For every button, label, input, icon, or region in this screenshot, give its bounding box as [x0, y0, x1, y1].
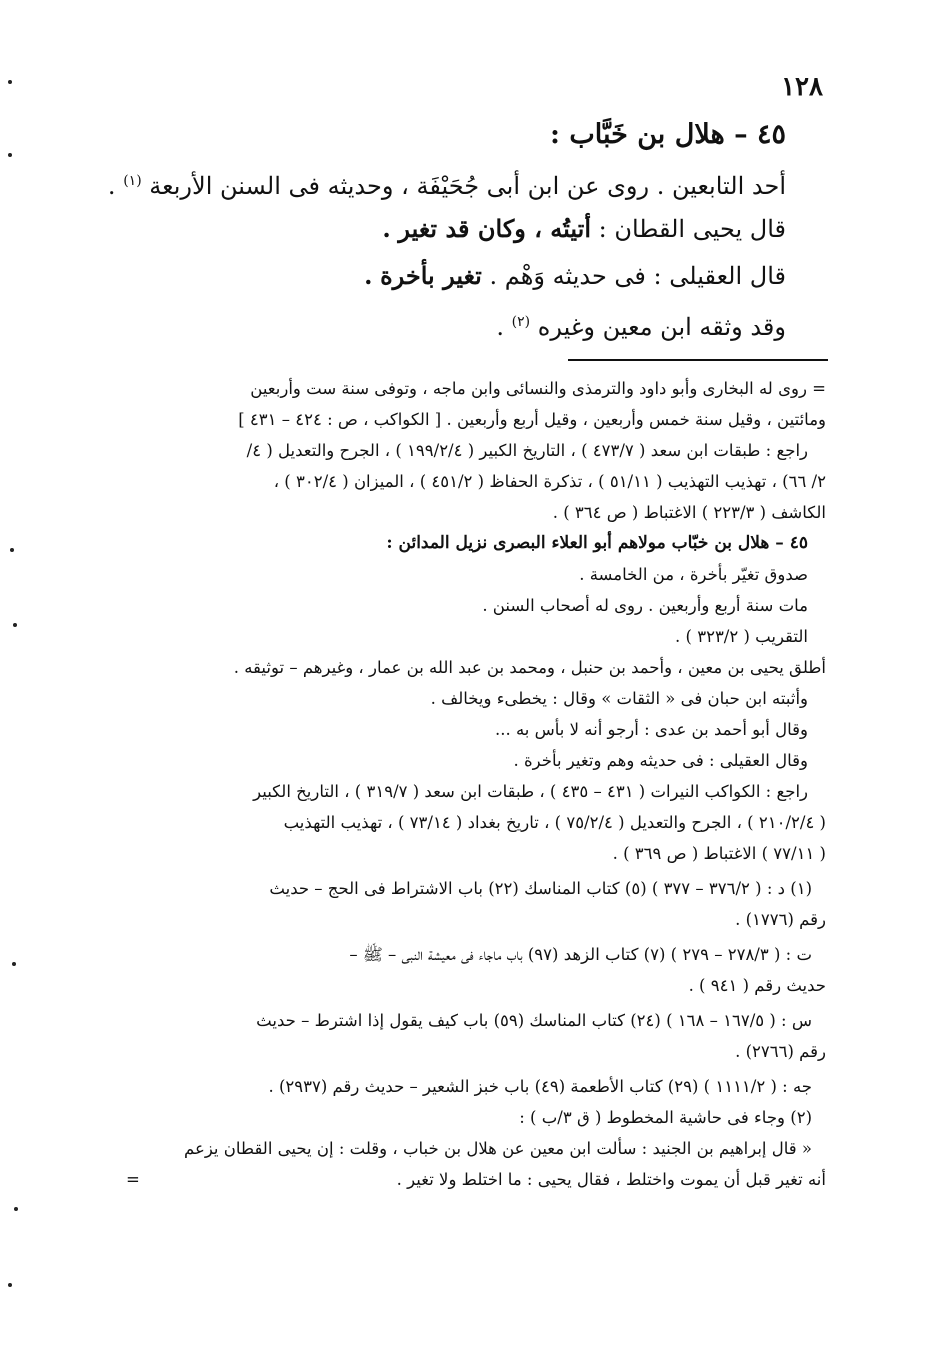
entry-line-1	[107, 158, 786, 205]
entry-line-4	[126, 299, 786, 346]
note-continuation-line: ومائتين ، وقيل سنة خمس وأربعين ، وقيل أربع وأربعين . [ الكواكب ، ص : ٤٢٤ – ٤٣١ ]	[238, 410, 826, 429]
entry-line-3	[126, 252, 786, 299]
margin-dot	[8, 153, 12, 157]
entry-line-text: أحد التابعين . روى عن ابن أبى جُحَيْفَة ، وحديثه فى السنن الأربعة	[149, 172, 786, 200]
footnote-2-line	[126, 1164, 826, 1195]
footnote-1-line: ت : ( ٢٧٨/٣ – ٢٧٩ ) (٧) كتاب الزهد (٩٧) باب ماجاء فى معيشة النبى – ﷺ –	[349, 945, 812, 964]
note-continuation-line: الكاشف ( ٢٢٣/٣ ) الاغتباط ( ص ٣٦٤ ) .	[552, 503, 826, 522]
entry-title: ٤٥ – هلال بن خَبَّاب :	[550, 119, 786, 150]
entry-line-bold: أتيتُه ، وكان قد تغير	[398, 214, 591, 243]
margin-dot	[13, 623, 17, 627]
entry-line-end: .	[382, 214, 391, 243]
footnotes	[126, 373, 826, 1195]
footnote-1-line: س : ( ١٦٧/٥ – ١٦٨ ) (٢٤) كتاب المناسك (٥٩) باب كيف يقول إذا اشترط – حديث	[256, 1011, 812, 1030]
note-entry-line: صدوق تغيّر بأخرة ، من الخامسة .	[579, 565, 808, 584]
note-entry-line: ( ٢١٠/٢/٤ ) ، الجرح والتعديل ( ٧٥/٢/٤ ) ، تاريخ بغداد ( ٧٣/١٤ ) ، تهذيب التهذيب	[283, 813, 826, 832]
note-entry-line: ( ٧٧/١١ ) الاغتباط ( ص ٣٦٩ ) .	[612, 844, 826, 863]
note-entry-line: مات سنة أربع وأربعين . روى له أصحاب السنن .	[482, 596, 808, 615]
footnote-1-line: رقم (١٧٧٦) .	[735, 910, 826, 929]
note-entry-line: التقريب ( ٣٢٣/٢ ) .	[675, 627, 808, 646]
footnote-1-line: جه : ( ١١١١/٢ ) (٢٩) كتاب الأطعمة (٤٩) باب خبز الشعير – حديث رقم (٢٩٣٧) .	[268, 1077, 812, 1096]
footnote-divider	[568, 359, 828, 361]
footnote-1-line: حديث رقم ( ٩٤١ ) .	[688, 976, 826, 995]
entry-line-end: .	[107, 172, 116, 200]
margin-dot	[14, 1207, 18, 1211]
margin-dot	[10, 548, 14, 552]
footnote-2-line: (٢) وجاء فى حاشية المخطوط ( ق ٣/ب ) :	[519, 1108, 812, 1127]
note-entry-line: وأثبته ابن حبان فى « الثقات » وقال : يخطىء ويخالف .	[430, 689, 808, 708]
note-entry-line: وقال أبو أحمد بن عدى : أرجو أنه لا بأس به ...	[494, 720, 808, 739]
continuation-mark: =	[126, 1170, 140, 1189]
margin-dot	[12, 962, 16, 966]
entry-line-text: وقد وثقه ابن معين وغيره	[537, 313, 786, 341]
footnote-ref-1: (١)	[123, 173, 142, 189]
entry-line-bold: تغير بأخرة	[380, 261, 482, 290]
entry-line-text: قال يحيى القطان :	[591, 215, 786, 243]
note-entry-heading: ٤٥ – هلال بن خبّاب مولاهم أبو العلاء البصرى نزيل المدائن :	[386, 533, 808, 553]
entry-line-end: .	[364, 261, 373, 290]
footnote-2-line: « قال إبراهيم بن الجنيد : سألت ابن معين عن هلال بن خباب ، وقلت : إن يحيى القطان يزعم	[184, 1139, 812, 1158]
note-entry-line: أطلق يحيى بن معين ، وأحمد بن حنبل ، ومحمد بن عبد الله بن عمار ، وغيرهم – توثيقه .	[233, 658, 826, 677]
footnote-1-line: رقم (٢٧٦٦) .	[735, 1042, 826, 1061]
page-number: ١٢٨	[781, 72, 823, 102]
entry-line-end: .	[496, 313, 505, 341]
footnote-1-line: (١) د : ( ٣٧٦/٢ – ٣٧٧ ) (٥) كتاب المناسك (٢٢) باب الاشتراط فى الحج – حديث	[269, 879, 812, 898]
entry-main	[107, 112, 786, 346]
note-entry-line: وقال العقيلى : فى حديثه وهم وتغير بأخرة .	[513, 751, 808, 770]
note-continuation-line: راجع : طبقات ابن سعد ( ٤٧٣/٧ ) ، التاريخ الكبير ( ١٩٩/٢/٤ ) ، الجرح والتعديل ( ٤/	[246, 441, 808, 460]
note-entry-line: راجع : الكواكب النيرات ( ٤٣١ – ٤٣٥ ) ، طبقات ابن سعد ( ٣١٩/٧ ) ، التاريخ الكبير	[253, 782, 808, 801]
note-continuation-line: ٢/ ٦٦) ، تهذيب التهذيب ( ٥١/١١ ) ، تذكرة الحفاظ ( ٤٥١/٢ ) ، الميزان ( ٣٠٢/٤ ) ،	[273, 472, 826, 491]
margin-dot	[8, 80, 12, 84]
entry-line-2	[126, 205, 786, 252]
note-continuation-line: = روى له البخارى وأبو داود والترمذى والنسائى وابن ماجه ، وتوفى سنة ست وأربعين	[250, 379, 826, 398]
footnote-ref-2: (٢)	[511, 314, 531, 330]
margin-dot	[8, 1283, 12, 1287]
footnote-2-text: أنه تغير قبل أن يموت واختلط ، فقال يحيى : ما اختلط ولا تغير .	[396, 1170, 826, 1189]
entry-line-text: قال العقيلى : فى حديثه وَهْم .	[481, 262, 786, 290]
